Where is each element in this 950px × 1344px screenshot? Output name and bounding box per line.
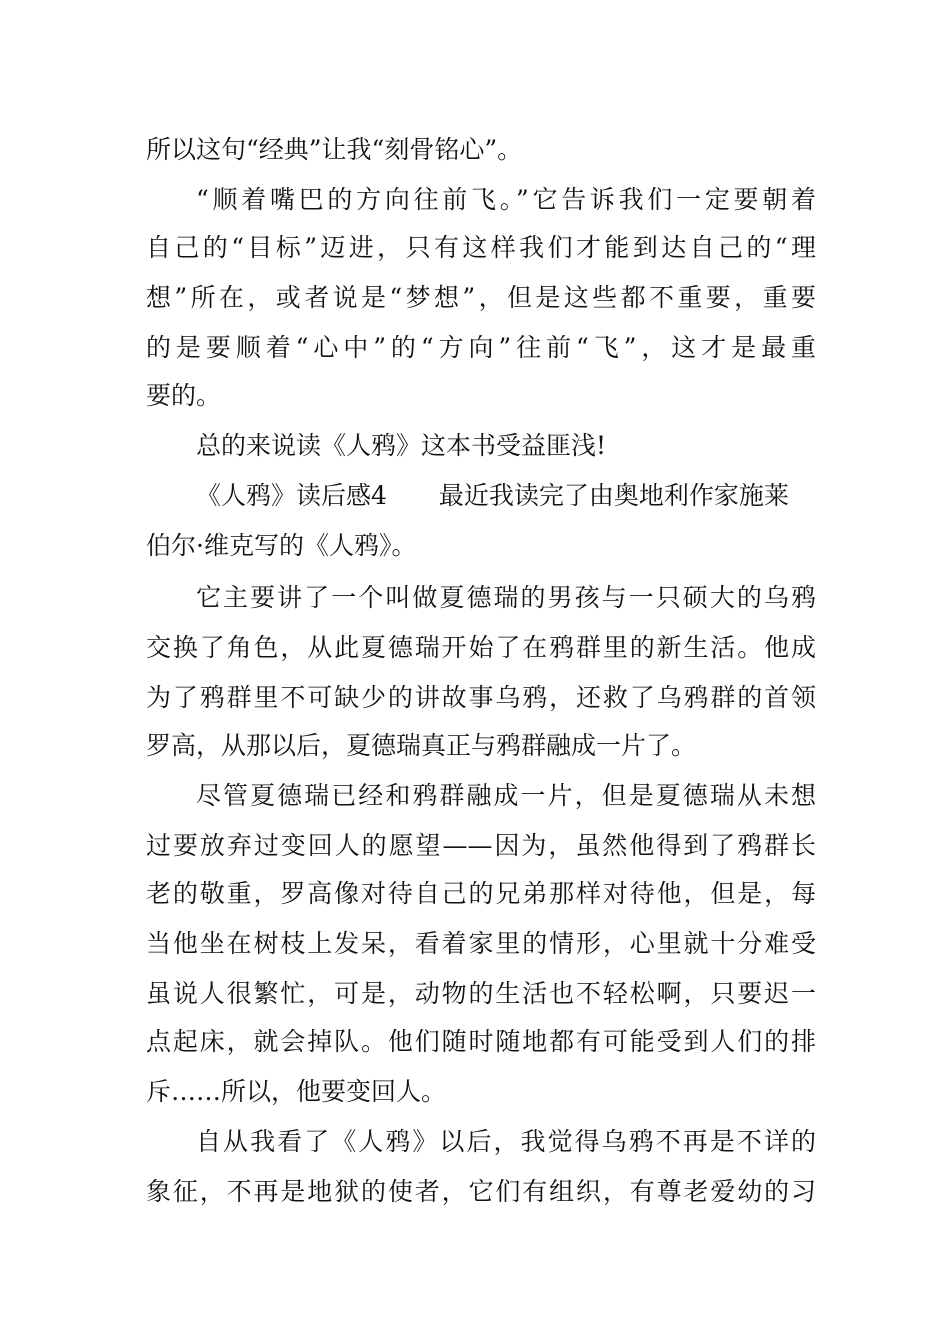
text-line: 伯尔·维克写的《人鸦》。 bbox=[146, 531, 417, 560]
section-heading-line bbox=[196, 479, 816, 513]
section-heading: 《人鸦》读后感4 bbox=[196, 481, 387, 510]
text-line: 要的。 bbox=[146, 381, 222, 410]
text-line: 自己的“目标”迈进，只有这样我们才能到达自己的“理 bbox=[146, 233, 816, 262]
text-line: 的是要顺着“心中”的“方向”往前“飞”，这才是最重 bbox=[146, 333, 816, 362]
text-line: 虽说人很繁忙，可是，动物的生活也不轻松啊，只要迟一 bbox=[146, 979, 816, 1008]
paragraph-line: 自从我看了《人鸦》以后，我觉得乌鸦不再是不详的 bbox=[196, 1127, 816, 1156]
text-line: 斥……所以，他要变回人。 bbox=[146, 1077, 447, 1106]
paragraph-line: 尽管夏德瑞已经和鸦群融成一片，但是夏德瑞从未想 bbox=[196, 781, 816, 810]
text-line: 想”所在，或者说是“梦想”，但是这些都不重要，重要 bbox=[146, 283, 816, 312]
text-line: 交换了角色，从此夏德瑞开始了在鸦群里的新生活。他成 bbox=[146, 633, 816, 662]
text-line: 当他坐在树枝上发呆，看着家里的情形，心里就十分难受 bbox=[146, 929, 816, 958]
paragraph-line: “顺着嘴巴的方向往前飞。”它告诉我们一定要朝着 bbox=[196, 185, 816, 214]
paragraph-line: 总的来说读《人鸦》这本书受益匪浅! bbox=[196, 431, 607, 460]
text-line: 罗高，从那以后，夏德瑞真正与鸦群融成一片了。 bbox=[146, 731, 697, 760]
text-line: 点起床，就会掉队。他们随时随地都有可能受到人们的排 bbox=[146, 1027, 816, 1056]
text-line: 所以这句“经典”让我“刻骨铭心”。 bbox=[146, 135, 523, 164]
text-line: 老的敬重，罗高像对待自己的兄弟那样对待他，但是，每 bbox=[146, 879, 816, 908]
text-line: 象征，不再是地狱的使者，它们有组织，有尊老爱幼的习 bbox=[146, 1177, 816, 1206]
paragraph-line: 它主要讲了一个叫做夏德瑞的男孩与一只硕大的乌鸦 bbox=[196, 583, 816, 612]
text-line: 过要放弃过变回人的愿望——因为，虽然他得到了鸦群长 bbox=[146, 831, 816, 860]
text-line: 为了鸦群里不可缺少的讲故事乌鸦，还救了乌鸦群的首领 bbox=[146, 683, 816, 712]
paragraph-start: 最近我读完了由奥地利作家施莱 bbox=[438, 481, 789, 510]
